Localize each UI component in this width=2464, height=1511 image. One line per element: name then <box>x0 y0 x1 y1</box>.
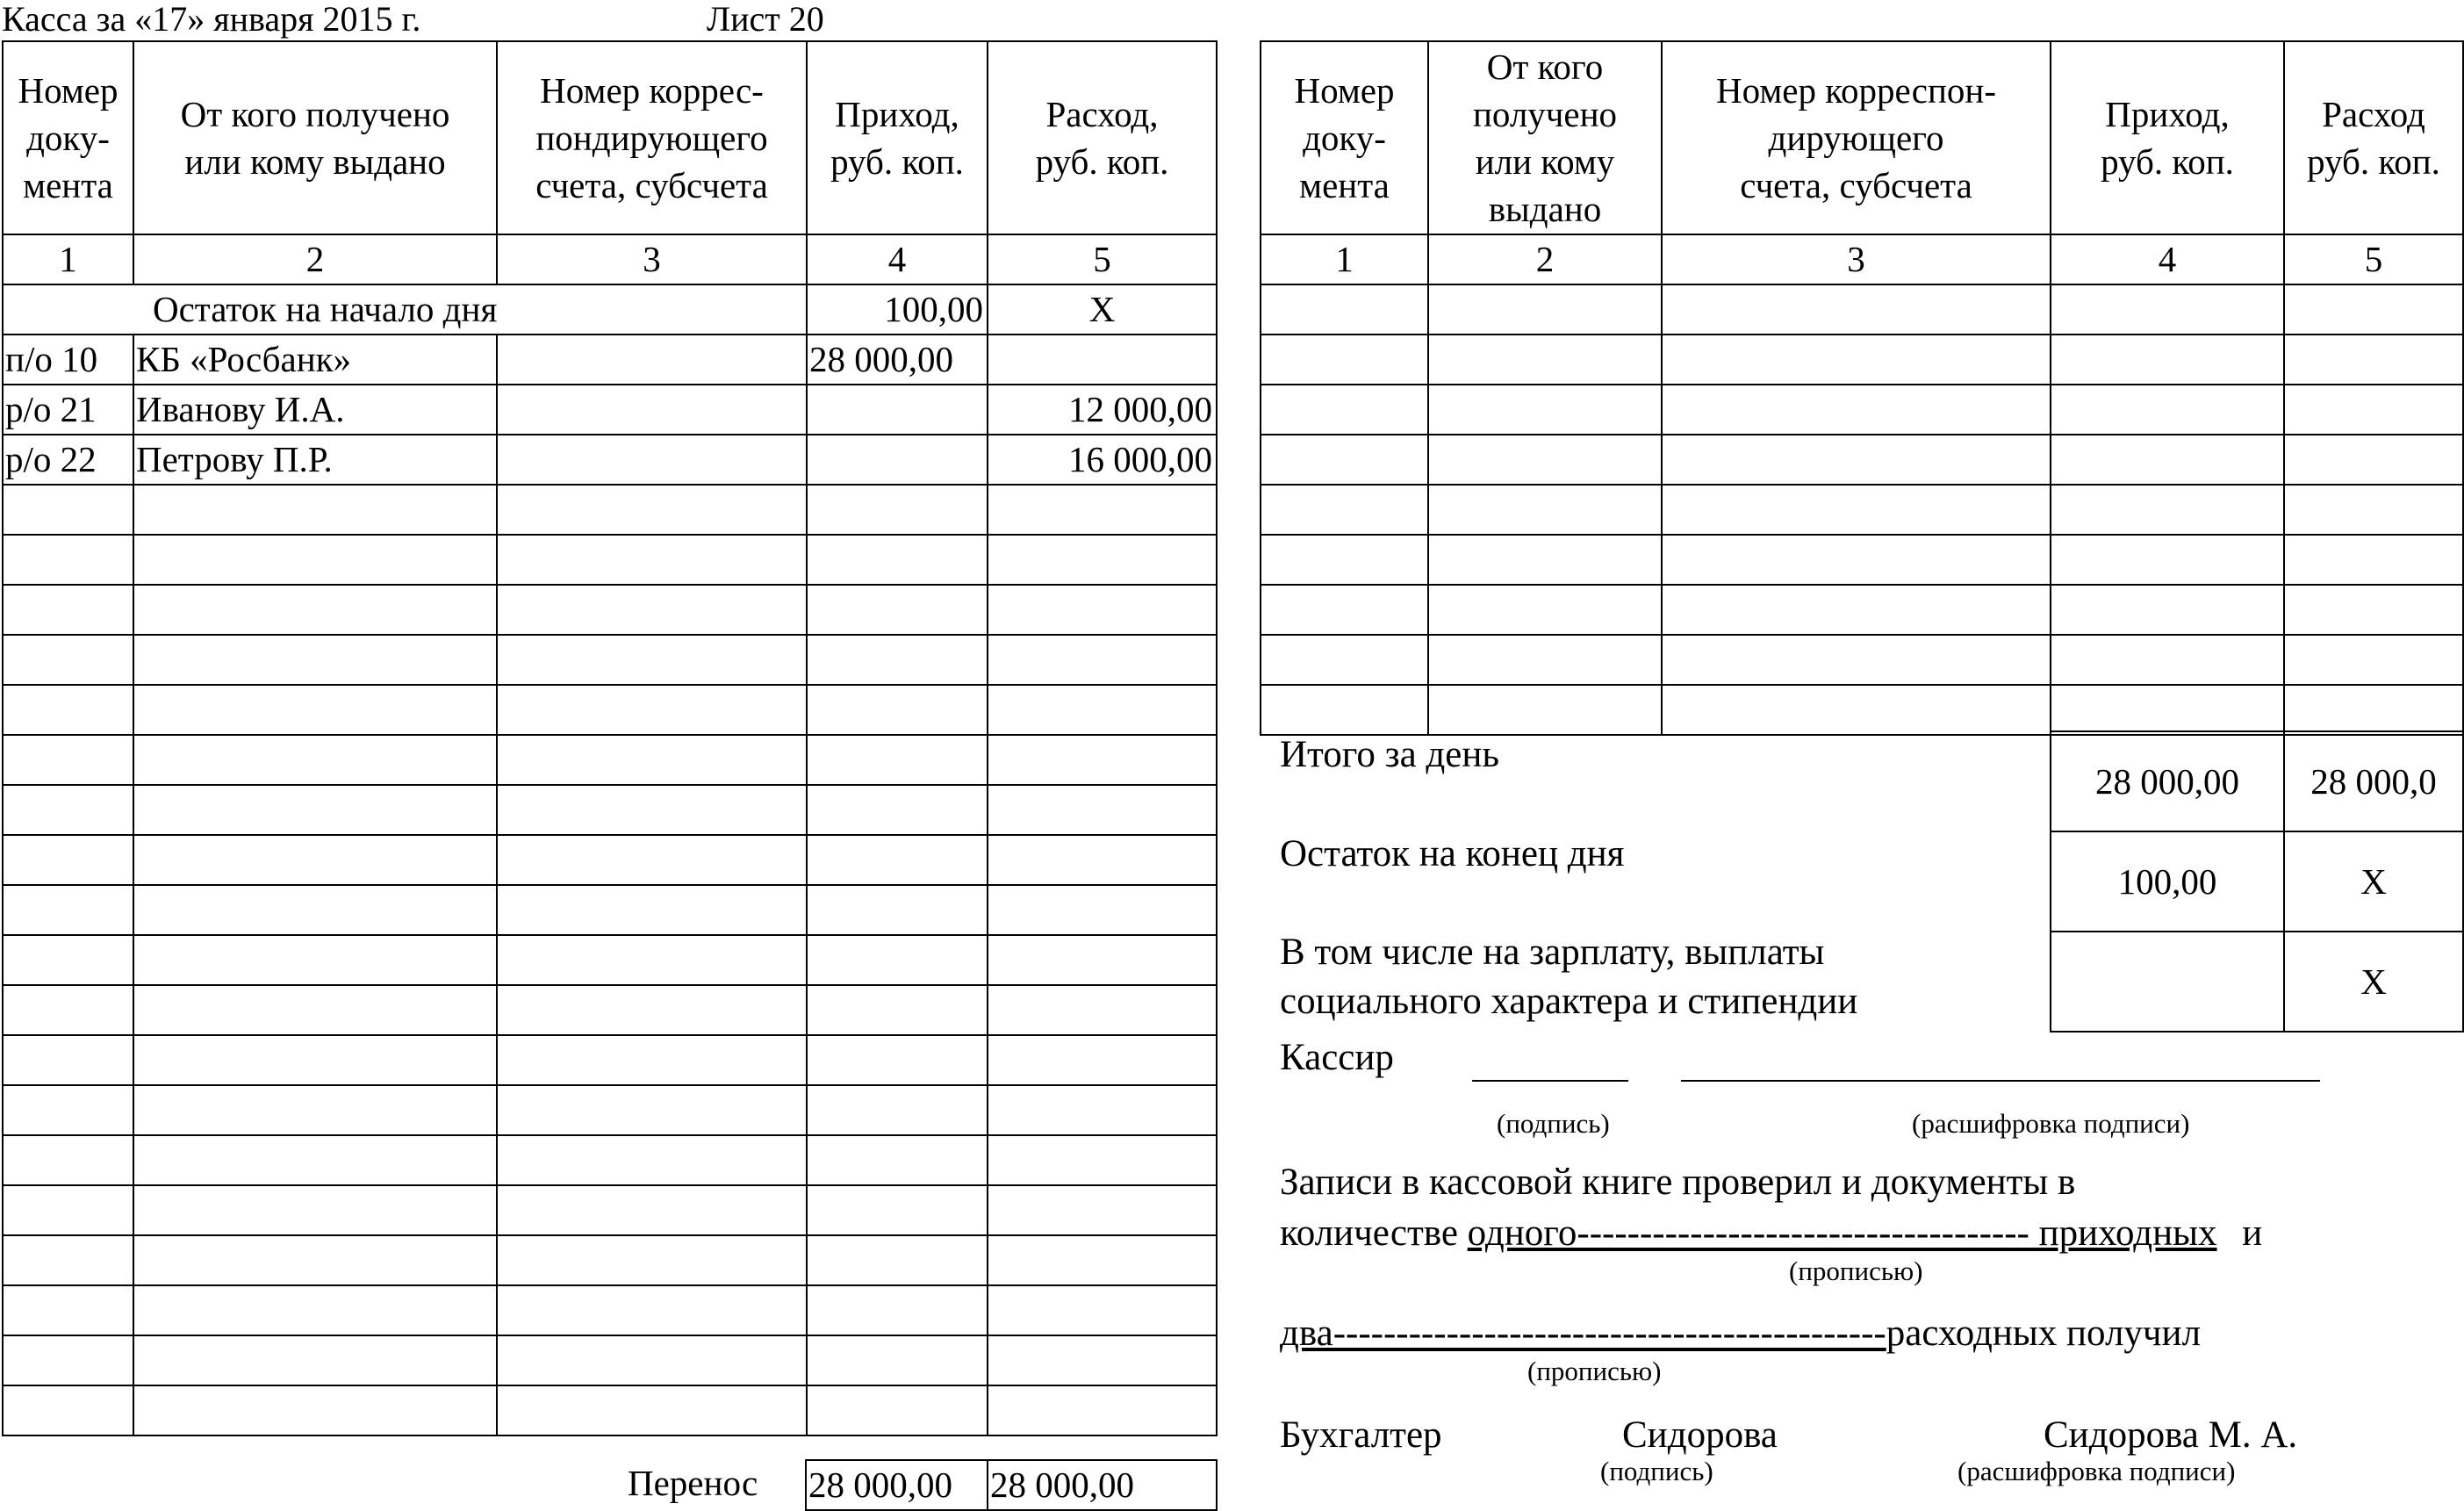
salary-label-line2: социального характера и стипендии <box>1280 981 1858 1022</box>
left-col-expense-header: Расход, руб. коп. <box>988 41 1217 234</box>
empty-cell <box>497 785 807 835</box>
empty-cell <box>2051 335 2284 385</box>
empty-cell <box>2284 335 2463 385</box>
empty-row <box>3 1035 1217 1085</box>
empty-cell <box>3 1335 133 1385</box>
empty-cell <box>988 1185 1217 1235</box>
outgoing-docs-count: два-------------------------------------------- <box>1280 1313 1886 1354</box>
empty-cell <box>497 835 807 885</box>
party-name: КБ «Росбанк» <box>133 335 497 385</box>
empty-cell <box>1662 284 2051 335</box>
empty-cell <box>1428 435 1662 485</box>
carry-over-label: Перенос <box>628 1463 758 1503</box>
col-number: 4 <box>2051 234 2284 284</box>
empty-cell <box>497 485 807 535</box>
col-number: 1 <box>1261 234 1428 284</box>
doc-number: р/о 21 <box>3 385 133 435</box>
empty-cell <box>988 685 1217 735</box>
empty-cell <box>807 1385 988 1435</box>
empty-cell <box>1428 535 1662 585</box>
empty-cell <box>988 485 1217 535</box>
empty-cell <box>3 1135 133 1185</box>
expense-cell: 16 000,00 <box>988 435 1217 485</box>
table-row <box>3 385 1217 435</box>
empty-cell <box>133 1235 497 1285</box>
party-name: Иванову И.А. <box>133 385 497 435</box>
cashier-signature-line <box>1472 1080 1628 1082</box>
empty-cell <box>2051 685 2284 735</box>
empty-cell <box>3 1285 133 1335</box>
empty-cell <box>807 835 988 885</box>
empty-cell <box>988 585 1217 635</box>
closing-balance-label: Остаток на конец дня <box>1280 833 1625 874</box>
check-line-2-prefix: количестве <box>1280 1212 1458 1254</box>
empty-cell <box>3 1085 133 1135</box>
empty-cell <box>988 1285 1217 1335</box>
empty-cell <box>1662 435 2051 485</box>
empty-row <box>3 1385 1217 1435</box>
empty-cell <box>807 785 988 835</box>
party-name: Петрову П.Р. <box>133 435 497 485</box>
empty-cell <box>133 935 497 985</box>
col-number: 1 <box>3 234 133 284</box>
empty-cell <box>497 1035 807 1085</box>
empty-row <box>1261 485 2463 535</box>
check-line-3 <box>1280 1312 2201 1355</box>
empty-cell <box>2051 535 2284 585</box>
empty-row <box>1261 435 2463 485</box>
cashier-decode-caption: (расшифровка подписи) <box>1912 1108 2190 1139</box>
empty-cell <box>1428 585 1662 635</box>
carry-over-expense: 28 000,00 <box>988 1460 1217 1510</box>
left-column-numbers-row <box>3 234 1217 284</box>
empty-cell <box>988 1035 1217 1085</box>
empty-cell <box>3 1235 133 1285</box>
empty-cell <box>497 1235 807 1285</box>
income-cell <box>807 435 988 485</box>
empty-cell <box>2284 485 2463 535</box>
check-line-2 <box>1280 1212 2262 1255</box>
empty-cell <box>1662 335 2051 385</box>
empty-cell <box>2284 685 2463 735</box>
empty-row <box>3 885 1217 935</box>
empty-cell <box>807 1235 988 1285</box>
cashier-decode-line <box>1681 1080 2320 1082</box>
empty-cell <box>3 735 133 785</box>
empty-cell <box>1261 435 1428 485</box>
empty-cell <box>497 1285 807 1335</box>
empty-cell <box>1662 385 2051 435</box>
left-col-doc-header: Номер доку- мента <box>3 41 133 234</box>
opening-balance-label: Остаток на начало дня <box>153 289 498 329</box>
opening-balance-expense: X <box>988 284 1217 335</box>
empty-row <box>3 1235 1217 1285</box>
accountant-name: Сидорова М. А. <box>2044 1414 2298 1456</box>
empty-cell <box>2284 585 2463 635</box>
empty-cell <box>3 535 133 585</box>
empty-cell <box>988 635 1217 685</box>
empty-row <box>3 1135 1217 1185</box>
empty-cell <box>2284 635 2463 685</box>
empty-cell <box>807 635 988 685</box>
accountant-decode-caption: (расшифровка подписи) <box>1958 1456 2236 1486</box>
empty-cell <box>1428 284 1662 335</box>
accountant-signature: Сидорова <box>1622 1414 1778 1456</box>
left-col-party-header: От кого получено или кому выдано <box>133 41 497 234</box>
empty-cell <box>1261 335 1428 385</box>
empty-cell <box>497 585 807 635</box>
empty-row <box>3 1085 1217 1135</box>
carry-over-table <box>805 1459 1218 1511</box>
check-line-1: Записи в кассовой книге проверил и документы в <box>1280 1162 2076 1203</box>
cashier-label: Кассир <box>1280 1037 1394 1078</box>
right-header-row <box>1261 41 2463 234</box>
empty-row <box>3 785 1217 835</box>
empty-row <box>1261 535 2463 585</box>
right-column-numbers-row <box>1261 234 2463 284</box>
empty-cell <box>2284 535 2463 585</box>
empty-cell <box>988 1235 1217 1285</box>
empty-cell <box>3 785 133 835</box>
expense-cell <box>988 335 1217 385</box>
total-row <box>2051 731 2463 831</box>
empty-cell <box>988 935 1217 985</box>
salary-income <box>2051 932 2284 1032</box>
empty-row <box>1261 385 2463 435</box>
empty-cell <box>1428 635 1662 685</box>
empty-cell <box>1261 385 1428 435</box>
right-col-expense-header: Расход руб. коп. <box>2284 41 2463 234</box>
empty-cell <box>1662 635 2051 685</box>
account-cell <box>497 335 807 385</box>
empty-cell <box>988 1085 1217 1135</box>
empty-cell <box>807 1135 988 1185</box>
closing-row <box>2051 831 2463 932</box>
empty-cell <box>3 1185 133 1235</box>
incoming-docs-count: одного------------------------------------ приходных <box>1467 1212 2217 1254</box>
empty-cell <box>1261 685 1428 735</box>
empty-cell <box>807 935 988 985</box>
cashier-signature-caption: (подпись) <box>1497 1108 1610 1139</box>
empty-cell <box>807 1085 988 1135</box>
empty-cell <box>2051 284 2284 335</box>
empty-row <box>3 1185 1217 1235</box>
empty-cell <box>3 1035 133 1085</box>
empty-cell <box>133 985 497 1035</box>
empty-cell <box>807 1285 988 1335</box>
empty-cell <box>1662 585 2051 635</box>
right-col-income-header: Приход, руб. коп. <box>2051 41 2284 234</box>
salary-expense: X <box>2284 932 2463 1032</box>
empty-row <box>3 735 1217 785</box>
total-expense: 28 000,0 <box>2284 731 2463 831</box>
empty-cell <box>1261 535 1428 585</box>
empty-cell <box>2051 585 2284 635</box>
empty-cell <box>3 585 133 635</box>
empty-cell <box>133 785 497 835</box>
empty-cell <box>133 1085 497 1135</box>
empty-cell <box>133 485 497 535</box>
empty-cell <box>1261 635 1428 685</box>
empty-cell <box>497 1335 807 1385</box>
empty-cell <box>133 835 497 885</box>
empty-row <box>3 985 1217 1035</box>
right-col-party-header: От кого получено или кому выдано <box>1428 41 1662 234</box>
table-row <box>3 435 1217 485</box>
empty-cell <box>497 1185 807 1235</box>
empty-cell <box>1428 485 1662 535</box>
left-empty-rows <box>3 485 1217 1435</box>
empty-cell <box>807 985 988 1035</box>
empty-cell <box>133 685 497 735</box>
empty-cell <box>988 835 1217 885</box>
empty-cell <box>1261 585 1428 635</box>
salary-label-line1: В том числе на зарплату, выплаты <box>1280 932 1825 973</box>
empty-cell <box>497 1135 807 1185</box>
empty-cell <box>988 1385 1217 1435</box>
empty-cell <box>133 735 497 785</box>
salary-row <box>2051 932 2463 1032</box>
right-col-account-header: Номер корреспон- дирующего счета, субсчета <box>1662 41 2051 234</box>
empty-cell <box>1428 385 1662 435</box>
empty-cell <box>988 785 1217 835</box>
empty-cell <box>807 685 988 735</box>
empty-cell <box>497 685 807 735</box>
summary-table <box>2050 730 2464 1033</box>
in-words-caption-1: (прописью) <box>1789 1256 1923 1286</box>
empty-row <box>1261 585 2463 635</box>
right-ledger-table <box>1260 40 2464 736</box>
empty-cell <box>133 635 497 685</box>
doc-number: п/о 10 <box>3 335 133 385</box>
income-cell: 28 000,00 <box>807 335 988 385</box>
empty-cell <box>497 1385 807 1435</box>
empty-cell <box>3 635 133 685</box>
left-ledger-table <box>2 40 1218 1436</box>
empty-cell <box>1428 335 1662 385</box>
empty-cell <box>2051 435 2284 485</box>
empty-cell <box>1662 685 2051 735</box>
opening-balance-row <box>3 284 1217 335</box>
empty-cell <box>807 585 988 635</box>
empty-cell <box>2284 385 2463 435</box>
table-row <box>3 335 1217 385</box>
empty-cell <box>3 1385 133 1435</box>
empty-row <box>1261 685 2463 735</box>
expense-cell: 12 000,00 <box>988 385 1217 435</box>
empty-cell <box>807 885 988 935</box>
carry-over-income: 28 000,00 <box>806 1460 988 1510</box>
empty-cell <box>497 535 807 585</box>
left-col-account-header: Номер коррес- пондирующего счета, субсчета <box>497 41 807 234</box>
col-number: 5 <box>988 234 1217 284</box>
empty-cell <box>2284 435 2463 485</box>
empty-cell <box>3 685 133 735</box>
empty-cell <box>133 885 497 935</box>
check-line-2-suffix: и <box>2242 1212 2263 1254</box>
right-col-doc-header: Номер доку- мента <box>1261 41 1428 234</box>
empty-cell <box>2051 485 2284 535</box>
empty-row <box>3 835 1217 885</box>
empty-row <box>3 635 1217 685</box>
income-cell <box>807 385 988 435</box>
accountant-signature-caption: (подпись) <box>1600 1456 1713 1486</box>
empty-row <box>3 485 1217 535</box>
empty-cell <box>1662 535 2051 585</box>
empty-cell <box>988 735 1217 785</box>
empty-row <box>3 1335 1217 1385</box>
empty-cell <box>807 535 988 585</box>
empty-cell <box>807 1035 988 1085</box>
empty-cell <box>988 985 1217 1035</box>
empty-cell <box>807 735 988 785</box>
empty-cell <box>2284 284 2463 335</box>
empty-row <box>3 585 1217 635</box>
empty-row <box>3 685 1217 735</box>
empty-cell <box>3 485 133 535</box>
empty-row <box>1261 635 2463 685</box>
empty-cell <box>133 1135 497 1185</box>
empty-cell <box>1428 685 1662 735</box>
empty-row <box>1261 284 2463 335</box>
check-line-3-suffix: расходных получил <box>1886 1313 2202 1354</box>
empty-cell <box>133 535 497 585</box>
empty-row <box>3 535 1217 585</box>
empty-cell <box>3 885 133 935</box>
empty-cell <box>3 935 133 985</box>
empty-cell <box>497 735 807 785</box>
col-number: 3 <box>497 234 807 284</box>
doc-number: р/о 22 <box>3 435 133 485</box>
empty-cell <box>1261 284 1428 335</box>
empty-cell <box>988 885 1217 935</box>
empty-cell <box>807 1185 988 1235</box>
empty-cell <box>807 485 988 535</box>
empty-cell <box>497 1085 807 1135</box>
empty-cell <box>133 1335 497 1385</box>
empty-cell <box>988 1135 1217 1185</box>
col-number: 2 <box>1428 234 1662 284</box>
empty-cell <box>133 1035 497 1085</box>
closing-income: 100,00 <box>2051 831 2284 932</box>
empty-cell <box>133 1185 497 1235</box>
empty-cell <box>133 585 497 635</box>
empty-cell <box>497 935 807 985</box>
empty-cell <box>3 985 133 1035</box>
empty-cell <box>1261 485 1428 535</box>
account-cell <box>497 385 807 435</box>
empty-cell <box>807 1335 988 1385</box>
empty-cell <box>497 985 807 1035</box>
empty-cell <box>988 535 1217 585</box>
closing-expense: X <box>2284 831 2463 932</box>
right-empty-rows <box>1261 284 2463 735</box>
left-col-income-header: Приход, руб. коп. <box>807 41 988 234</box>
sheet-number: Лист 20 <box>707 0 824 39</box>
empty-cell <box>2051 635 2284 685</box>
accountant-label: Бухгалтер <box>1280 1414 1442 1456</box>
empty-cell <box>1662 485 2051 535</box>
empty-cell <box>497 635 807 685</box>
col-number: 5 <box>2284 234 2463 284</box>
account-cell <box>497 435 807 485</box>
empty-row <box>1261 335 2463 385</box>
col-number: 2 <box>133 234 497 284</box>
empty-cell <box>2051 385 2284 435</box>
empty-cell <box>3 835 133 885</box>
empty-cell <box>133 1385 497 1435</box>
in-words-caption-2: (прописью) <box>1527 1356 1662 1386</box>
empty-cell <box>497 885 807 935</box>
cashbook-title: Касса за «17» января 2015 г. <box>2 0 421 39</box>
col-number: 4 <box>807 234 988 284</box>
empty-cell <box>988 1335 1217 1385</box>
left-header-row <box>3 41 1217 234</box>
opening-balance-income: 100,00 <box>807 284 988 335</box>
empty-cell <box>133 1285 497 1335</box>
total-label: Итого за день <box>1280 734 1500 775</box>
empty-row <box>3 935 1217 985</box>
col-number: 3 <box>1662 234 2051 284</box>
total-income: 28 000,00 <box>2051 731 2284 831</box>
empty-row <box>3 1285 1217 1335</box>
